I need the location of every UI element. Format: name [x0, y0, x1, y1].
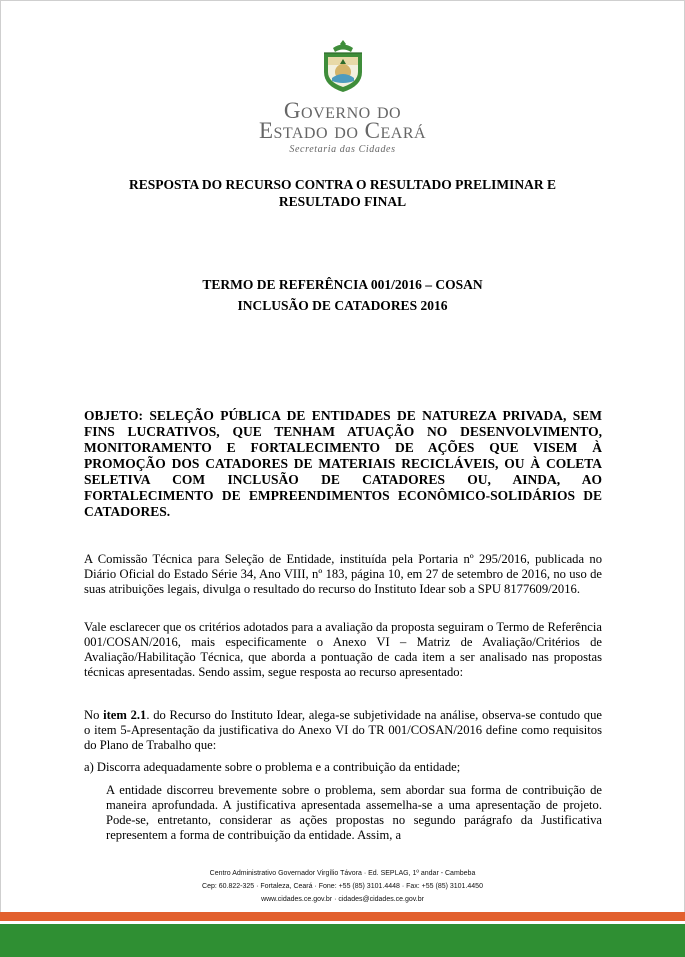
document-title-line1: RESPOSTA DO RECURSO CONTRA O RESULTADO PRELIMINAR E [129, 177, 556, 192]
item-text: . do Recurso do Instituto Idear, alega-se subjetividade na análise, observa-se contudo que o item 5-Apresentação da justificativa do Anexo VI do TR 001/COSAN/2016 define como requisitos do Plano de Trabalho que: [84, 708, 602, 752]
item-number: item 2.1 [103, 708, 147, 722]
footer-web: www.cidades.ce.gov.br · cidades@cidades.ce.gov.br [261, 896, 424, 903]
state-coat-of-arms-icon [318, 38, 368, 94]
document-title-line2: RESULTADO FINAL [278, 194, 407, 209]
objeto-paragraph: OBJETO: SELEÇÃO PÚBLICA DE ENTIDADES DE NATUREZA PRIVADA, SEM FINS LUCRATIVOS, QUE TENHAM ATUAÇÃO NO DESENVOLVIMENTO, MONITORAMENTO E FORTALECIMENTO DE AÇÕES QUE VISEM À PROMOÇÃO DOS CATADORES DE MATERIAIS RECICLÁVEIS, OU À COLETA SELETIVA COM INCLUSÃO DE CATADORES OU, AINDA, AO FORTALECIMENTO DE EMPREENDIMENTOS ECONÔMICO-SOLIDÁRIOS DE CATADORES. [84, 408, 602, 519]
org-name-line2: Estado do Ceará [258, 118, 427, 143]
body-paragraph-analysis: A entidade discorreu brevemente sobre o problema, sem abordar sua forma de contribuição de maneira aprofundada. A justificativa apresentada assemelha-se a uma apresentação de projeto. Pode-se, entretanto, considerar as ações propostas no segundo parágrafo da Justificativa representem a forma de contribuição da entidade. Assim, a [106, 783, 602, 842]
body-paragraph-criteria: Vale esclarecer que os critérios adotados para a avaliação da proposta seguiram o Termo de Referência 001/COSAN/2016, mais especificamente o Anexo VI – Matriz de Avaliação/Critérios de Avaliação/Habilitação Técnica, que aborda a pontuação de cada item a ser analisado nas propostas técnicas apresentadas. Sendo assim, segue resposta ao recurso apresentado: [84, 620, 602, 679]
org-name-line1: Governo do [283, 98, 402, 123]
footer-band-green [0, 924, 685, 957]
item-prefix: No [84, 708, 104, 722]
footer-contact: Cep: 60.822-325 · Fortaleza, Ceará · Fone: +55 (85) 3101.4448 · Fax: +55 (85) 3101.4450 [202, 883, 483, 890]
reference-term: TERMO DE REFERÊNCIA 001/2016 – COSAN [202, 277, 483, 292]
body-paragraph-commission: A Comissão Técnica para Seleção de Entidade, instituída pela Portaria nº 295/2016, publicada no Diário Oficial do Estado Série 34, Ano VIII, nº 183, página 10, em 27 de setembro de 2016, no uso de suas atribuições legais, divulga o resultado do recurso do Instituto Idear sob a SPU 8177609/2016. [84, 552, 602, 596]
requirement-a: a) Discorra adequadamente sobre o problema e a contribuição da entidade; [84, 760, 461, 774]
document-title [0, 176, 685, 210]
footer-band-orange [0, 912, 685, 921]
footer-address: Centro Administrativo Governador Virgílio Távora · Ed. SEPLAG, 1º andar - Cambeba [209, 870, 476, 877]
body-paragraph-item [84, 708, 602, 753]
secretariat-name: Secretaria das Cidades [289, 144, 396, 155]
reference-subject: INCLUSÃO DE CATADORES 2016 [237, 298, 448, 313]
